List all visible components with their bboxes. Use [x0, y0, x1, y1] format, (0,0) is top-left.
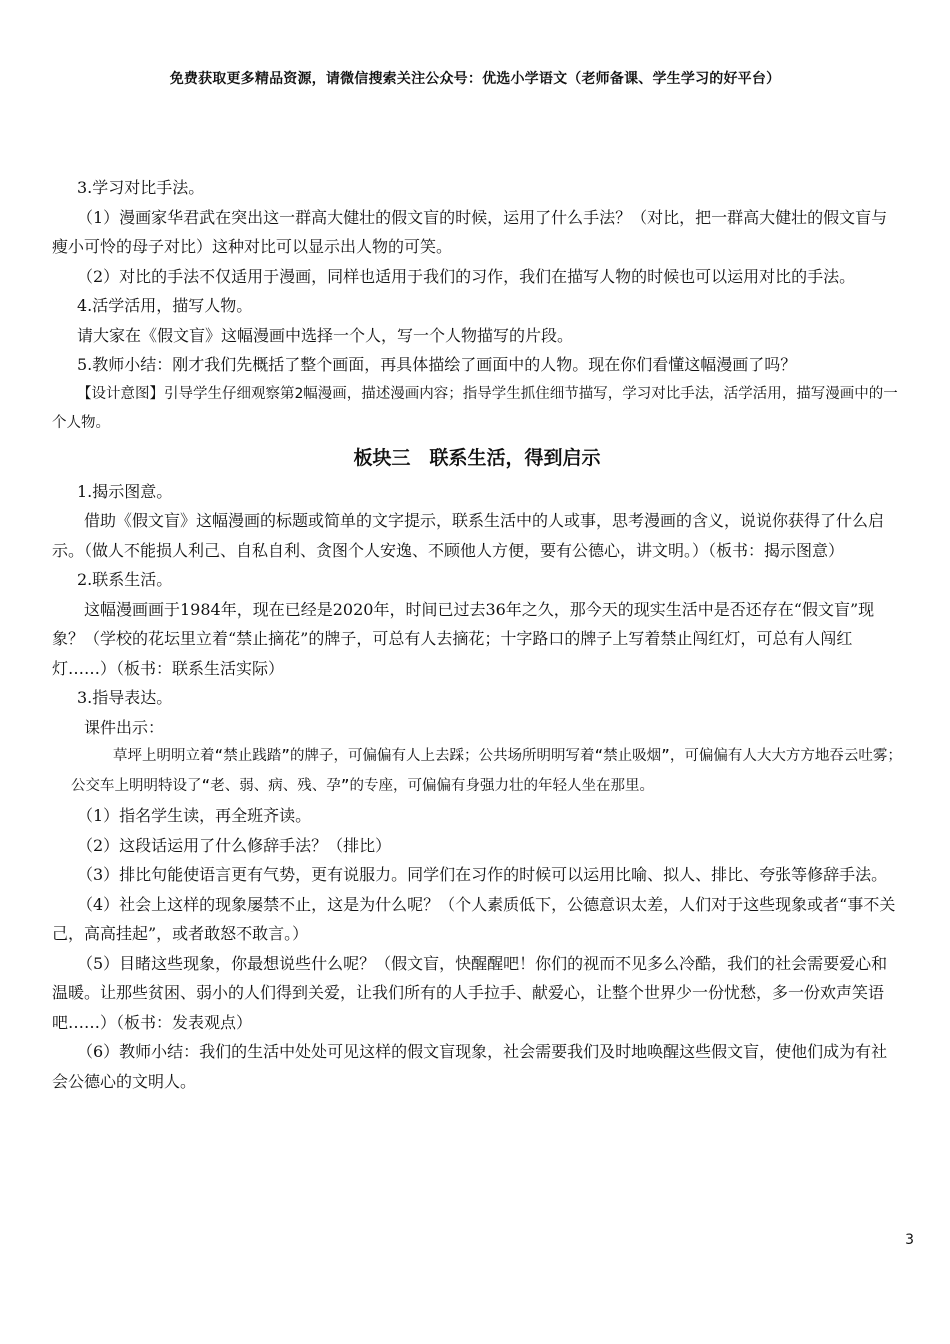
- paragraph: 4.活学活用，描写人物。: [77, 296, 253, 315]
- paragraph: 5.教师小结：刚才我们先概括了整个画面，再具体描绘了画面中的人物。现在你们看懂这幅漫画了吗？: [77, 355, 797, 374]
- paragraph: （4）社会上这样的现象屡禁不止，这是为什么呢？（个人素质低下，公德意识太差，人们对于这些现象或者“事不关己，高高挂起”，或者敢怒不敢言。）: [52, 894, 896, 943]
- paragraph: （3）排比句能使语言更有气势，更有说服力。同学们在习作的时候可以运用比喻、拟人、排比、夸张等修辞手法。: [77, 865, 888, 884]
- page-number: 3: [905, 1232, 914, 1248]
- paragraph: 请大家在《假文盲》这幅漫画中选择一个人，写一个人物描写的片段。: [77, 325, 574, 345]
- paragraph: （2）这段话运用了什么修辞手法？（排比）: [77, 835, 392, 855]
- paragraph: 这幅漫画画于1984年，现在已经是2020年，时间已过去36年之久，那今天的现实生活中是否还存在“假文盲”现象？（学校的花坛里立着“禁止摘花”的牌子，可总有人去摘花；十字路口的牌子上写着禁止闯红灯，可总有人闯红灯……）（板书：联系生活实际）: [52, 599, 875, 678]
- paragraph: 课件出示：: [84, 717, 165, 737]
- paragraph: 2.联系生活。: [77, 570, 173, 589]
- paragraph: （1）漫画家华君武在突出这一群高大健壮的假文盲的时候，运用了什么手法？（对比，把一群高大健壮的假文盲与瘦小可怜的母子对比）这种对比可以显示出人物的可笑。: [52, 207, 888, 256]
- paragraph: 3.指导表达。: [77, 688, 173, 707]
- document-body: [52, 173, 902, 1096]
- courseware-quote: 草坪上明明立着“禁止践踏”的牌子，可偏偏有人上去踩；公共场所明明写着“禁止吸烟”，可偏偏有人大大方方地吞云吐雾；公交车上明明特设了“老、弱、病、残、孕”的专座，可偏偏有身强力壮的年轻人坐在那里。: [71, 748, 902, 794]
- paragraph: （5）目睹这些现象，你最想说些什么呢？（假文盲，快醒醒吧！你们的视而不见多么冷酷，我们的社会需要爱心和温暖。让那些贫困、弱小的人们得到关爱，让我们所有的人手拉手、献爱心，让整个世界少一份忧愁，多一份欢声笑语吧……）（板书：发表观点）: [52, 953, 888, 1032]
- paragraph: （1）指名学生读，再全班齐读。: [77, 806, 312, 825]
- paragraph: 1.揭示图意。: [77, 481, 173, 501]
- section-title: 板块三 联系生活，得到启示: [353, 446, 601, 469]
- paragraph: （2）对比的手法不仅适用于漫画，同样也适用于我们的习作，我们在描写人物的时候也可以运用对比的手法。: [77, 266, 856, 286]
- paragraph: 3.学习对比手法。: [77, 178, 205, 197]
- design-intent-paragraph: 【设计意图】引导学生仔细观察第2幅漫画，描述漫画内容；指导学生抓住细节描写，学习对比手法，活学活用，描写漫画中的一个人物。: [52, 385, 898, 431]
- promo-banner: 免费获取更多精品资源，请微信搜索关注公众号：优选小学语文（老师备课、学生学习的好平台）: [169, 71, 781, 87]
- paragraph: （6）教师小结：我们的生活中处处可见这样的假文盲现象，社会需要我们及时地唤醒这些假文盲，使他们成为有社会公德心的文明人。: [52, 1042, 888, 1091]
- paragraph: 借助《假文盲》这幅漫画的标题或简单的文字提示，联系生活中的人或事，思考漫画的含义，说说你获得了什么启示。（做人不能损人利己、自私自利、贪图个人安逸、不顾他人方便，要有公德心，讲文明。）（板书：揭示图意）: [52, 511, 885, 560]
